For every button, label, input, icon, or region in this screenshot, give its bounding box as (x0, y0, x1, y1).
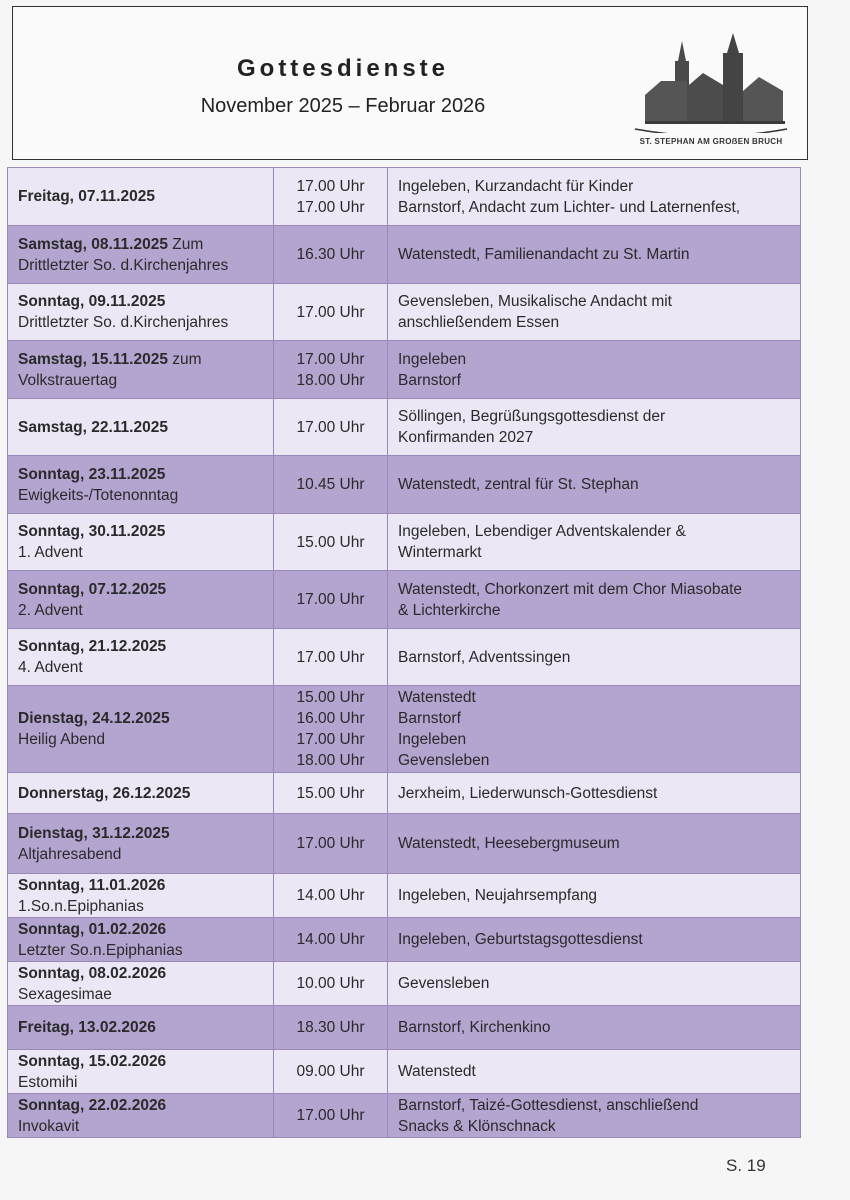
occasion: Volkstrauertag (18, 371, 118, 389)
schedule-row (8, 284, 801, 341)
schedule-row (8, 341, 801, 399)
service-time: 17.00 Uhr (296, 198, 365, 216)
event-description: Konfirmanden 2027 (398, 429, 534, 446)
event-cell (388, 1050, 801, 1094)
church-silhouette-icon (631, 33, 791, 133)
event-cell (388, 686, 801, 773)
time-cell (274, 284, 388, 341)
time-cell (274, 456, 388, 514)
service-time: 18.00 Uhr (296, 371, 365, 389)
date-cell (8, 456, 274, 514)
service-date: Sonntag, 21.12.2025 (18, 638, 167, 655)
schedule-row (8, 773, 801, 814)
schedule-row (8, 918, 801, 962)
date-cell (8, 399, 274, 456)
occasion: Heilig Abend (18, 731, 106, 748)
date-extra: zum (167, 350, 202, 368)
date-cell (8, 962, 274, 1006)
header-box (12, 6, 808, 160)
event-description: Ingeleben, Geburtstagsgottesdienst (398, 931, 643, 948)
event-description: Snacks & Klönschnack (398, 1117, 556, 1135)
event-description: Barnstorf, Kirchenkino (398, 1019, 551, 1036)
time-cell (274, 1006, 388, 1050)
event-cell (388, 1006, 801, 1050)
service-time: 14.00 Uhr (296, 887, 365, 904)
event-description: Barnstorf (398, 371, 461, 389)
event-cell (388, 814, 801, 874)
time-cell (274, 629, 388, 686)
event-description: Ingeleben (398, 350, 467, 368)
event-cell (388, 456, 801, 514)
service-date: Dienstag, 24.12.2025 (18, 710, 170, 727)
event-cell (388, 168, 801, 226)
event-description: Barnstorf, Taizé-Gottesdienst, anschließend (398, 1096, 699, 1114)
logo-text: ST. STEPHAN AM GROẞEN BRUCH (639, 137, 783, 146)
event-description: Ingeleben (398, 731, 467, 748)
event-description: Ingeleben, Kurzandacht für Kinder (398, 177, 634, 195)
time-cell (274, 918, 388, 962)
time-cell (274, 168, 388, 226)
event-cell (388, 874, 801, 918)
occasion: 1. Advent (18, 544, 83, 561)
service-time: 17.00 Uhr (296, 1107, 365, 1124)
service-date: Sonntag, 30.11.2025 (18, 523, 166, 540)
date-extra: Zum (167, 235, 204, 253)
event-description: Watenstedt (398, 689, 476, 706)
schedule-row (8, 571, 801, 629)
service-date: Sonntag, 22.02.2026 (18, 1096, 167, 1114)
service-date: Sonntag, 01.02.2026 (18, 920, 167, 938)
time-cell (274, 874, 388, 918)
event-description: anschließendem Essen (398, 314, 560, 331)
schedule-row (8, 629, 801, 686)
event-cell (388, 962, 801, 1006)
service-date: Sonntag, 08.02.2026 (18, 964, 167, 982)
schedule-row (8, 168, 801, 226)
service-date: Samstag, 08.11.2025 (18, 235, 168, 253)
service-date: Freitag, 13.02.2026 (18, 1019, 156, 1036)
date-cell (8, 168, 274, 226)
schedule-row (8, 874, 801, 918)
occasion: Drittletzter So. d.Kirchenjahres (18, 256, 229, 274)
event-description: Watenstedt, Heesebergmuseum (398, 835, 620, 852)
occasion: Altjahresabend (18, 845, 122, 863)
date-cell (8, 814, 274, 874)
schedule-row (8, 814, 801, 874)
service-time: 10.45 Uhr (296, 476, 365, 493)
occasion: Letzter So.n.Epiphanias (18, 941, 183, 959)
service-time: 17.00 Uhr (296, 591, 365, 608)
event-description: Watenstedt, zentral für St. Stephan (398, 476, 639, 493)
service-time: 17.00 Uhr (296, 731, 365, 748)
date-cell (8, 874, 274, 918)
service-time: 17.00 Uhr (296, 648, 365, 666)
service-date: Sonntag, 11.01.2026 (18, 876, 166, 894)
date-cell (8, 1006, 274, 1050)
service-time: 16.30 Uhr (296, 246, 365, 263)
schedule-row (8, 686, 801, 773)
time-cell (274, 514, 388, 571)
date-cell (8, 284, 274, 341)
service-date: Sonntag, 23.11.2025 (18, 465, 166, 483)
time-cell (274, 773, 388, 814)
event-cell (388, 514, 801, 571)
occasion: Invokavit (18, 1117, 80, 1135)
schedule-row (8, 514, 801, 571)
service-time: 17.00 Uhr (296, 350, 365, 368)
schedule-row (8, 1094, 801, 1138)
event-description: Söllingen, Begrüßungsgottesdienst der (398, 408, 666, 425)
time-cell (274, 399, 388, 456)
event-description: Jerxheim, Liederwunsch-Gottesdienst (398, 784, 658, 802)
date-cell (8, 1050, 274, 1094)
date-cell (8, 773, 274, 814)
service-date: Sonntag, 09.11.2025 (18, 293, 166, 310)
time-cell (274, 341, 388, 399)
occasion: Sexagesimae (18, 985, 112, 1003)
event-cell (388, 284, 801, 341)
service-time: 15.00 Uhr (296, 533, 365, 551)
service-time: 10.00 Uhr (296, 975, 365, 992)
event-cell (388, 918, 801, 962)
schedule-row (8, 1006, 801, 1050)
service-date: Samstag, 15.11.2025 (18, 350, 168, 368)
event-description: Ingeleben, Neujahrsempfang (398, 887, 598, 904)
service-time: 17.00 Uhr (296, 177, 365, 195)
service-date: Donnerstag, 26.12.2025 (18, 784, 191, 802)
service-time: 09.00 Uhr (296, 1063, 365, 1080)
service-date: Dienstag, 31.12.2025 (18, 824, 170, 842)
service-time: 17.00 Uhr (296, 418, 365, 436)
date-cell (8, 1094, 274, 1138)
occasion: Ewigkeits-/Totenonntag (18, 486, 179, 504)
time-cell (274, 814, 388, 874)
date-cell (8, 571, 274, 629)
event-description: Watenstedt, Chorkonzert mit dem Chor Miasobate (398, 580, 743, 598)
event-description: Gevensleben, Musikalische Andacht mit (398, 293, 672, 310)
page-title: Gottesdienste (236, 55, 450, 82)
time-cell (274, 962, 388, 1006)
service-date: Sonntag, 07.12.2025 (18, 580, 167, 598)
page-number: S. 19 (726, 1156, 766, 1175)
event-description: Watenstedt, Familienandacht zu St. Martin (398, 246, 690, 263)
event-cell (388, 226, 801, 284)
event-description: Wintermarkt (398, 544, 482, 561)
service-time: 17.00 Uhr (296, 835, 365, 852)
event-description: Barnstorf (398, 710, 461, 727)
date-cell (8, 918, 274, 962)
church-logo (621, 33, 801, 163)
event-cell (388, 571, 801, 629)
event-cell (388, 773, 801, 814)
date-cell (8, 514, 274, 571)
occasion: Estomihi (18, 1073, 78, 1091)
occasion: 2. Advent (18, 601, 83, 619)
service-time: 16.00 Uhr (296, 710, 365, 727)
event-cell (388, 629, 801, 686)
time-cell (274, 1050, 388, 1094)
event-cell (388, 1094, 801, 1138)
schedule-row (8, 1050, 801, 1094)
event-description: Barnstorf, Andacht zum Lichter- und Laternenfest, (398, 198, 741, 216)
schedule-row (8, 399, 801, 456)
service-time: 18.30 Uhr (296, 1019, 365, 1036)
event-description: Ingeleben, Lebendiger Adventskalender & (398, 523, 686, 540)
time-cell (274, 226, 388, 284)
date-cell (8, 686, 274, 773)
service-time: 14.00 Uhr (296, 931, 365, 948)
service-time: 18.00 Uhr (296, 752, 365, 769)
schedule-row (8, 456, 801, 514)
date-cell (8, 629, 274, 686)
service-time: 15.00 Uhr (296, 689, 365, 706)
event-description: Barnstorf, Adventssingen (398, 648, 571, 666)
event-description: Gevensleben (398, 752, 490, 769)
event-description: Watenstedt (398, 1063, 476, 1080)
event-description: & Lichterkirche (398, 601, 501, 619)
service-date: Samstag, 22.11.2025 (18, 418, 168, 436)
service-date: Freitag, 07.11.2025 (18, 188, 156, 205)
occasion: Drittletzter So. d.Kirchenjahres (18, 314, 229, 331)
time-cell (274, 571, 388, 629)
occasion: 1.So.n.Epiphanias (18, 897, 144, 915)
schedule-row (8, 226, 801, 284)
date-cell (8, 226, 274, 284)
event-description: Gevensleben (398, 975, 490, 992)
service-schedule-table (7, 167, 801, 1138)
event-cell (388, 399, 801, 456)
time-cell (274, 1094, 388, 1138)
service-date: Sonntag, 15.02.2026 (18, 1052, 167, 1070)
occasion: 4. Advent (18, 659, 83, 676)
date-cell (8, 341, 274, 399)
page-subtitle: November 2025 – Februar 2026 (200, 95, 486, 117)
service-time: 15.00 Uhr (296, 784, 365, 802)
service-time: 17.00 Uhr (296, 303, 365, 321)
schedule-row (8, 962, 801, 1006)
time-cell (274, 686, 388, 773)
event-cell (388, 341, 801, 399)
